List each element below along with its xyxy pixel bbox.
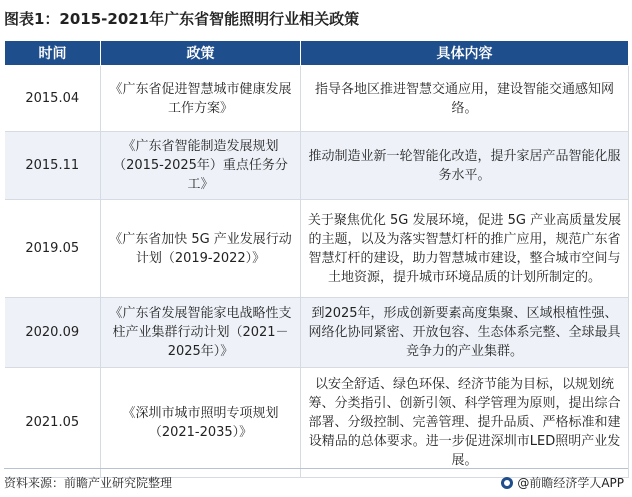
header-content: 具体内容 bbox=[301, 41, 629, 66]
table-header-row bbox=[5, 41, 629, 66]
cell-content: 到2025年，形成创新要素高度集聚、区域根植性强、网络化协同紧密、开放包容、生态体系完整、全球最具竞争力的产业集群。 bbox=[301, 298, 629, 368]
source-note: 资料来源：前瞻产业研究院整理 bbox=[4, 476, 173, 490]
policy-table bbox=[4, 40, 629, 478]
cell-policy: 《广东省发展智能家电战略性支柱产业集群行动计划（2021－2025年）》 bbox=[101, 298, 301, 368]
cell-time: 2021.05 bbox=[5, 368, 101, 478]
brand-credit bbox=[501, 474, 624, 491]
brand-label: @前瞻经济学人APP bbox=[517, 476, 624, 490]
table-row bbox=[5, 368, 629, 478]
cell-content: 指导各地区推进智慧交通应用，建设智能交通感知网络。 bbox=[301, 66, 629, 132]
cell-policy: 《深圳市城市照明专项规划（2021-2035）》 bbox=[101, 368, 301, 478]
cell-time: 2019.05 bbox=[5, 200, 101, 298]
header-time: 时间 bbox=[5, 41, 101, 66]
table-row bbox=[5, 66, 629, 132]
cell-time: 2020.09 bbox=[5, 298, 101, 368]
table-row bbox=[5, 200, 629, 298]
table-row bbox=[5, 132, 629, 200]
cell-time: 2015.04 bbox=[5, 66, 101, 132]
cell-policy: 《广东省促进智慧城市健康发展工作方案》 bbox=[101, 66, 301, 132]
page-title: 图表1：2015-2021年广东省智能照明行业相关政策 bbox=[4, 10, 360, 28]
cell-content: 关于聚焦优化 5G 发展环境，促进 5G 产业高质量发展的主题，以及为落实智慧灯杆的推广应用，规范广东省智慧灯杆的建设，助力智慧城市建设，整合城市空间与土地资源，提升城市环境品质的计划所制定的。 bbox=[301, 200, 629, 298]
cell-content: 以安全舒适、绿色环保、经济节能为目标，以规划统筹、分类指引、创新引领、科学管理为原则，提出综合部署、分级控制、完善管理、提升品质、严格标准和建设精品的总体要求。进一步促进深圳市LED照明产业发展。 bbox=[301, 368, 629, 478]
footer-divider bbox=[4, 468, 628, 469]
header-policy: 政策 bbox=[101, 41, 301, 66]
cell-policy: 《广东省加快 5G 产业发展行动计划（2019-2022）》 bbox=[101, 200, 301, 298]
table-row bbox=[5, 298, 629, 368]
cell-time: 2015.11 bbox=[5, 132, 101, 200]
cell-content: 推动制造业新一轮智能化改造，提升家居产品智能化服务水平。 bbox=[301, 132, 629, 200]
cell-policy: 《广东省智能制造发展规划（2015-2025年）重点任务分工》 bbox=[101, 132, 301, 200]
brand-logo-icon bbox=[501, 477, 513, 489]
